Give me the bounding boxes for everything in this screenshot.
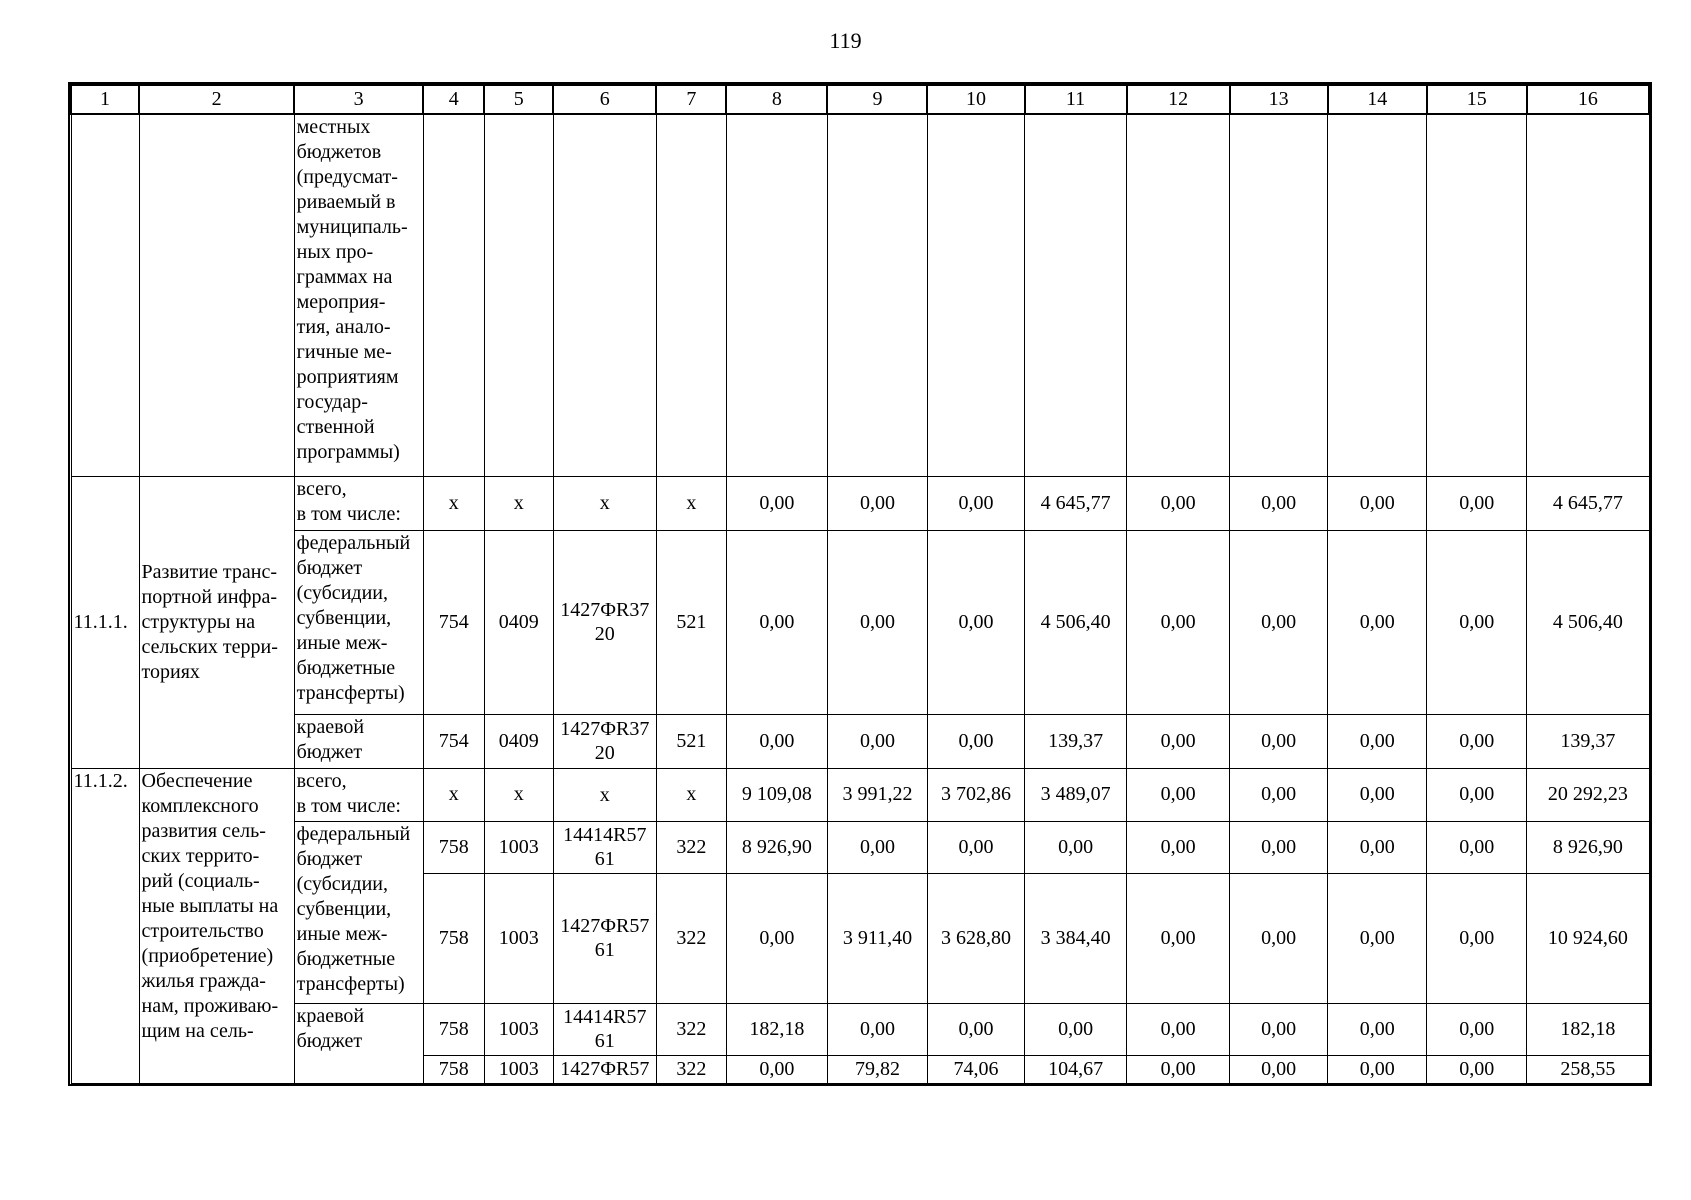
column-header: 6 (553, 85, 656, 114)
cell-col-5: 1003 (484, 1055, 553, 1083)
cell-col-16: 182,18 (1527, 1003, 1649, 1055)
cell-col-14: 0,00 (1328, 1055, 1427, 1083)
cell-col-11: 4 506,40 (1025, 530, 1127, 714)
cell-col-8: 0,00 (726, 530, 827, 714)
cell-col-7: 521 (656, 530, 726, 714)
table-row (71, 476, 1649, 530)
cell-col-14: 0,00 (1328, 1003, 1427, 1055)
cell-col-13: 0,00 (1230, 1055, 1328, 1083)
cell-col-11: 139,37 (1025, 714, 1127, 768)
column-header: 11 (1025, 85, 1127, 114)
column-header: 8 (726, 85, 827, 114)
cell-col-9: 3 911,40 (827, 873, 927, 1003)
cell-col-9: 0,00 (827, 530, 927, 714)
column-header: 2 (139, 85, 294, 114)
cell-col-10: 3 702,86 (927, 768, 1024, 821)
cell-col-12: 0,00 (1127, 768, 1230, 821)
cell-source: краевой бюджет (294, 1003, 423, 1083)
cell-col-4: 758 (423, 873, 484, 1003)
cell-col-7: х (656, 476, 726, 530)
cell-col-6: х (553, 476, 656, 530)
cell-col-8: 0,00 (726, 714, 827, 768)
cell-col-9: 3 991,22 (827, 768, 927, 821)
cell-col-13: 0,00 (1230, 1003, 1328, 1055)
cell-col-12: 0,00 (1127, 1003, 1230, 1055)
cell-col-11: 3 489,07 (1025, 768, 1127, 821)
cell-col-11: 3 384,40 (1025, 873, 1127, 1003)
cell-col-12: 0,00 (1127, 873, 1230, 1003)
column-header: 1 (71, 85, 139, 114)
cell-col-14: 0,00 (1328, 476, 1427, 530)
cell-col-7: 521 (656, 714, 726, 768)
cell-col-12: 0,00 (1127, 530, 1230, 714)
cell-empty (1427, 114, 1527, 476)
cell-empty (1025, 114, 1127, 476)
cell-col-12: 0,00 (1127, 476, 1230, 530)
cell-col-9: 0,00 (827, 476, 927, 530)
cell-col-15: 0,00 (1427, 476, 1527, 530)
item-number: 11.1.1. (71, 476, 139, 768)
cell-source: федеральный бюджет (субсидии, субвенции, иные меж- бюджетные трансферты) (294, 821, 423, 1003)
cell-col-14: 0,00 (1328, 768, 1427, 821)
cell-col-5: 1003 (484, 873, 553, 1003)
header-row (71, 85, 1649, 114)
cell-empty (1230, 114, 1328, 476)
cell-col-15: 0,00 (1427, 873, 1527, 1003)
cell-col-13: 0,00 (1230, 530, 1328, 714)
cell-col-10: 0,00 (927, 714, 1024, 768)
cell-empty (1127, 114, 1230, 476)
cell-col-16: 258,55 (1527, 1055, 1649, 1083)
cell-col-16: 139,37 (1527, 714, 1649, 768)
column-header: 9 (827, 85, 927, 114)
cell-col-11: 104,67 (1025, 1055, 1127, 1083)
cell-col-6: 1427ФR57 61 (553, 873, 656, 1003)
cell-col-4: 758 (423, 821, 484, 873)
cell-col-4: 754 (423, 714, 484, 768)
table-row (71, 821, 1649, 873)
cell-col-14: 0,00 (1328, 714, 1427, 768)
cell-source: всего, в том числе: (294, 768, 423, 821)
cell-col-8: 9 109,08 (726, 768, 827, 821)
cell-col-9: 0,00 (827, 1003, 927, 1055)
cell-col-7: 322 (656, 873, 726, 1003)
table-row (71, 768, 1649, 821)
cell-col-5: 0409 (484, 530, 553, 714)
cell-col-16: 10 924,60 (1527, 873, 1649, 1003)
cell-col-15: 0,00 (1427, 1055, 1527, 1083)
cell-col-4: х (423, 476, 484, 530)
cell-col-15: 0,00 (1427, 714, 1527, 768)
cell-col-13: 0,00 (1230, 873, 1328, 1003)
cell-col-9: 79,82 (827, 1055, 927, 1083)
cell-col-7: 322 (656, 1003, 726, 1055)
cell-col-13: 0,00 (1230, 476, 1328, 530)
cell-source: краевой бюджет (294, 714, 423, 768)
cell-col-15: 0,00 (1427, 530, 1527, 714)
cell-col-9: 0,00 (827, 714, 927, 768)
cell-col-13: 0,00 (1230, 821, 1328, 873)
cell-col-4: х (423, 768, 484, 821)
cell-col-10: 3 628,80 (927, 873, 1024, 1003)
cell-col-5: х (484, 476, 553, 530)
cell-col-5: 0409 (484, 714, 553, 768)
cell-col-16: 4 506,40 (1527, 530, 1649, 714)
cell-col-15: 0,00 (1427, 821, 1527, 873)
cell-empty (1328, 114, 1427, 476)
page-number: 119 (829, 28, 862, 53)
cell-col-10: 0,00 (927, 530, 1024, 714)
column-header: 4 (423, 85, 484, 114)
column-header: 13 (1230, 85, 1328, 114)
cell-empty (423, 114, 484, 476)
cell-col-13: 0,00 (1230, 714, 1328, 768)
cell-col-8: 0,00 (726, 1055, 827, 1083)
cell-col-11: 0,00 (1025, 1003, 1127, 1055)
cell-col-14: 0,00 (1328, 530, 1427, 714)
item-name: Обеспечение комплексного развития сель- ских террито- рий (социаль- ные выплаты на строительство (приобретение) жилья гражда- нам, проживаю- щим на сель- (139, 768, 294, 1083)
cell-col-10: 74,06 (927, 1055, 1024, 1083)
table-row (71, 1003, 1649, 1055)
cell-col-16: 8 926,90 (1527, 821, 1649, 873)
cell-col-6: х (553, 768, 656, 821)
cell-source: всего, в том числе: (294, 476, 423, 530)
cell-source: местных бюджетов (предусмат- риваемый в муниципаль- ных про- граммах на мероприя- тия, анало- гичные ме- роприятиям государ- ственной программы) (294, 114, 423, 476)
column-header: 12 (1127, 85, 1230, 114)
cell-empty (553, 114, 656, 476)
cell-source: федеральный бюджет (субсидии, субвенции, иные меж- бюджетные трансферты) (294, 530, 423, 714)
cell-col-4: 758 (423, 1055, 484, 1083)
cell-col-5: 1003 (484, 821, 553, 873)
cell-col-15: 0,00 (1427, 768, 1527, 821)
cell-empty (827, 114, 927, 476)
cell-col-8: 182,18 (726, 1003, 827, 1055)
cell-col-12: 0,00 (1127, 714, 1230, 768)
cell-col-14: 0,00 (1328, 821, 1427, 873)
table-row (71, 114, 1649, 476)
cell-empty (656, 114, 726, 476)
cell-col-6: 14414R57 61 (553, 821, 656, 873)
cell-col-4: 754 (423, 530, 484, 714)
budget-table (70, 84, 1650, 1084)
cell-col-11: 0,00 (1025, 821, 1127, 873)
cell-col-8: 0,00 (726, 476, 827, 530)
cell-col-13: 0,00 (1230, 768, 1328, 821)
column-header: 7 (656, 85, 726, 114)
column-header: 3 (294, 85, 423, 114)
cell-col-7: 322 (656, 821, 726, 873)
cell-number (71, 114, 139, 476)
cell-col-10: 0,00 (927, 1003, 1024, 1055)
cell-col-7: 322 (656, 1055, 726, 1083)
cell-col-9: 0,00 (827, 821, 927, 873)
cell-col-12: 0,00 (1127, 821, 1230, 873)
cell-col-7: х (656, 768, 726, 821)
cell-col-15: 0,00 (1427, 1003, 1527, 1055)
item-name: Развитие транс- портной инфра- структуры на сельских терри- ториях (139, 476, 294, 768)
cell-col-5: 1003 (484, 1003, 553, 1055)
cell-empty (726, 114, 827, 476)
cell-empty (1527, 114, 1649, 476)
cell-col-11: 4 645,77 (1025, 476, 1127, 530)
column-header: 15 (1427, 85, 1527, 114)
cell-name (139, 114, 294, 476)
column-header: 10 (927, 85, 1024, 114)
cell-empty (927, 114, 1024, 476)
cell-col-5: х (484, 768, 553, 821)
cell-col-16: 4 645,77 (1527, 476, 1649, 530)
cell-col-4: 758 (423, 1003, 484, 1055)
cell-col-8: 8 926,90 (726, 821, 827, 873)
cell-col-6: 1427ФR57 (553, 1055, 656, 1083)
cell-col-12: 0,00 (1127, 1055, 1230, 1083)
cell-col-14: 0,00 (1328, 873, 1427, 1003)
cell-col-6: 1427ФR37 20 (553, 714, 656, 768)
table-row (71, 530, 1649, 714)
table-row (71, 714, 1649, 768)
item-number: 11.1.2. (71, 768, 139, 1083)
cell-col-8: 0,00 (726, 873, 827, 1003)
column-header: 16 (1527, 85, 1649, 114)
cell-col-6: 1427ФR37 20 (553, 530, 656, 714)
cell-col-10: 0,00 (927, 476, 1024, 530)
cell-col-16: 20 292,23 (1527, 768, 1649, 821)
cell-col-6: 14414R57 61 (553, 1003, 656, 1055)
column-header: 5 (484, 85, 553, 114)
cell-empty (484, 114, 553, 476)
column-header: 14 (1328, 85, 1427, 114)
cell-col-10: 0,00 (927, 821, 1024, 873)
